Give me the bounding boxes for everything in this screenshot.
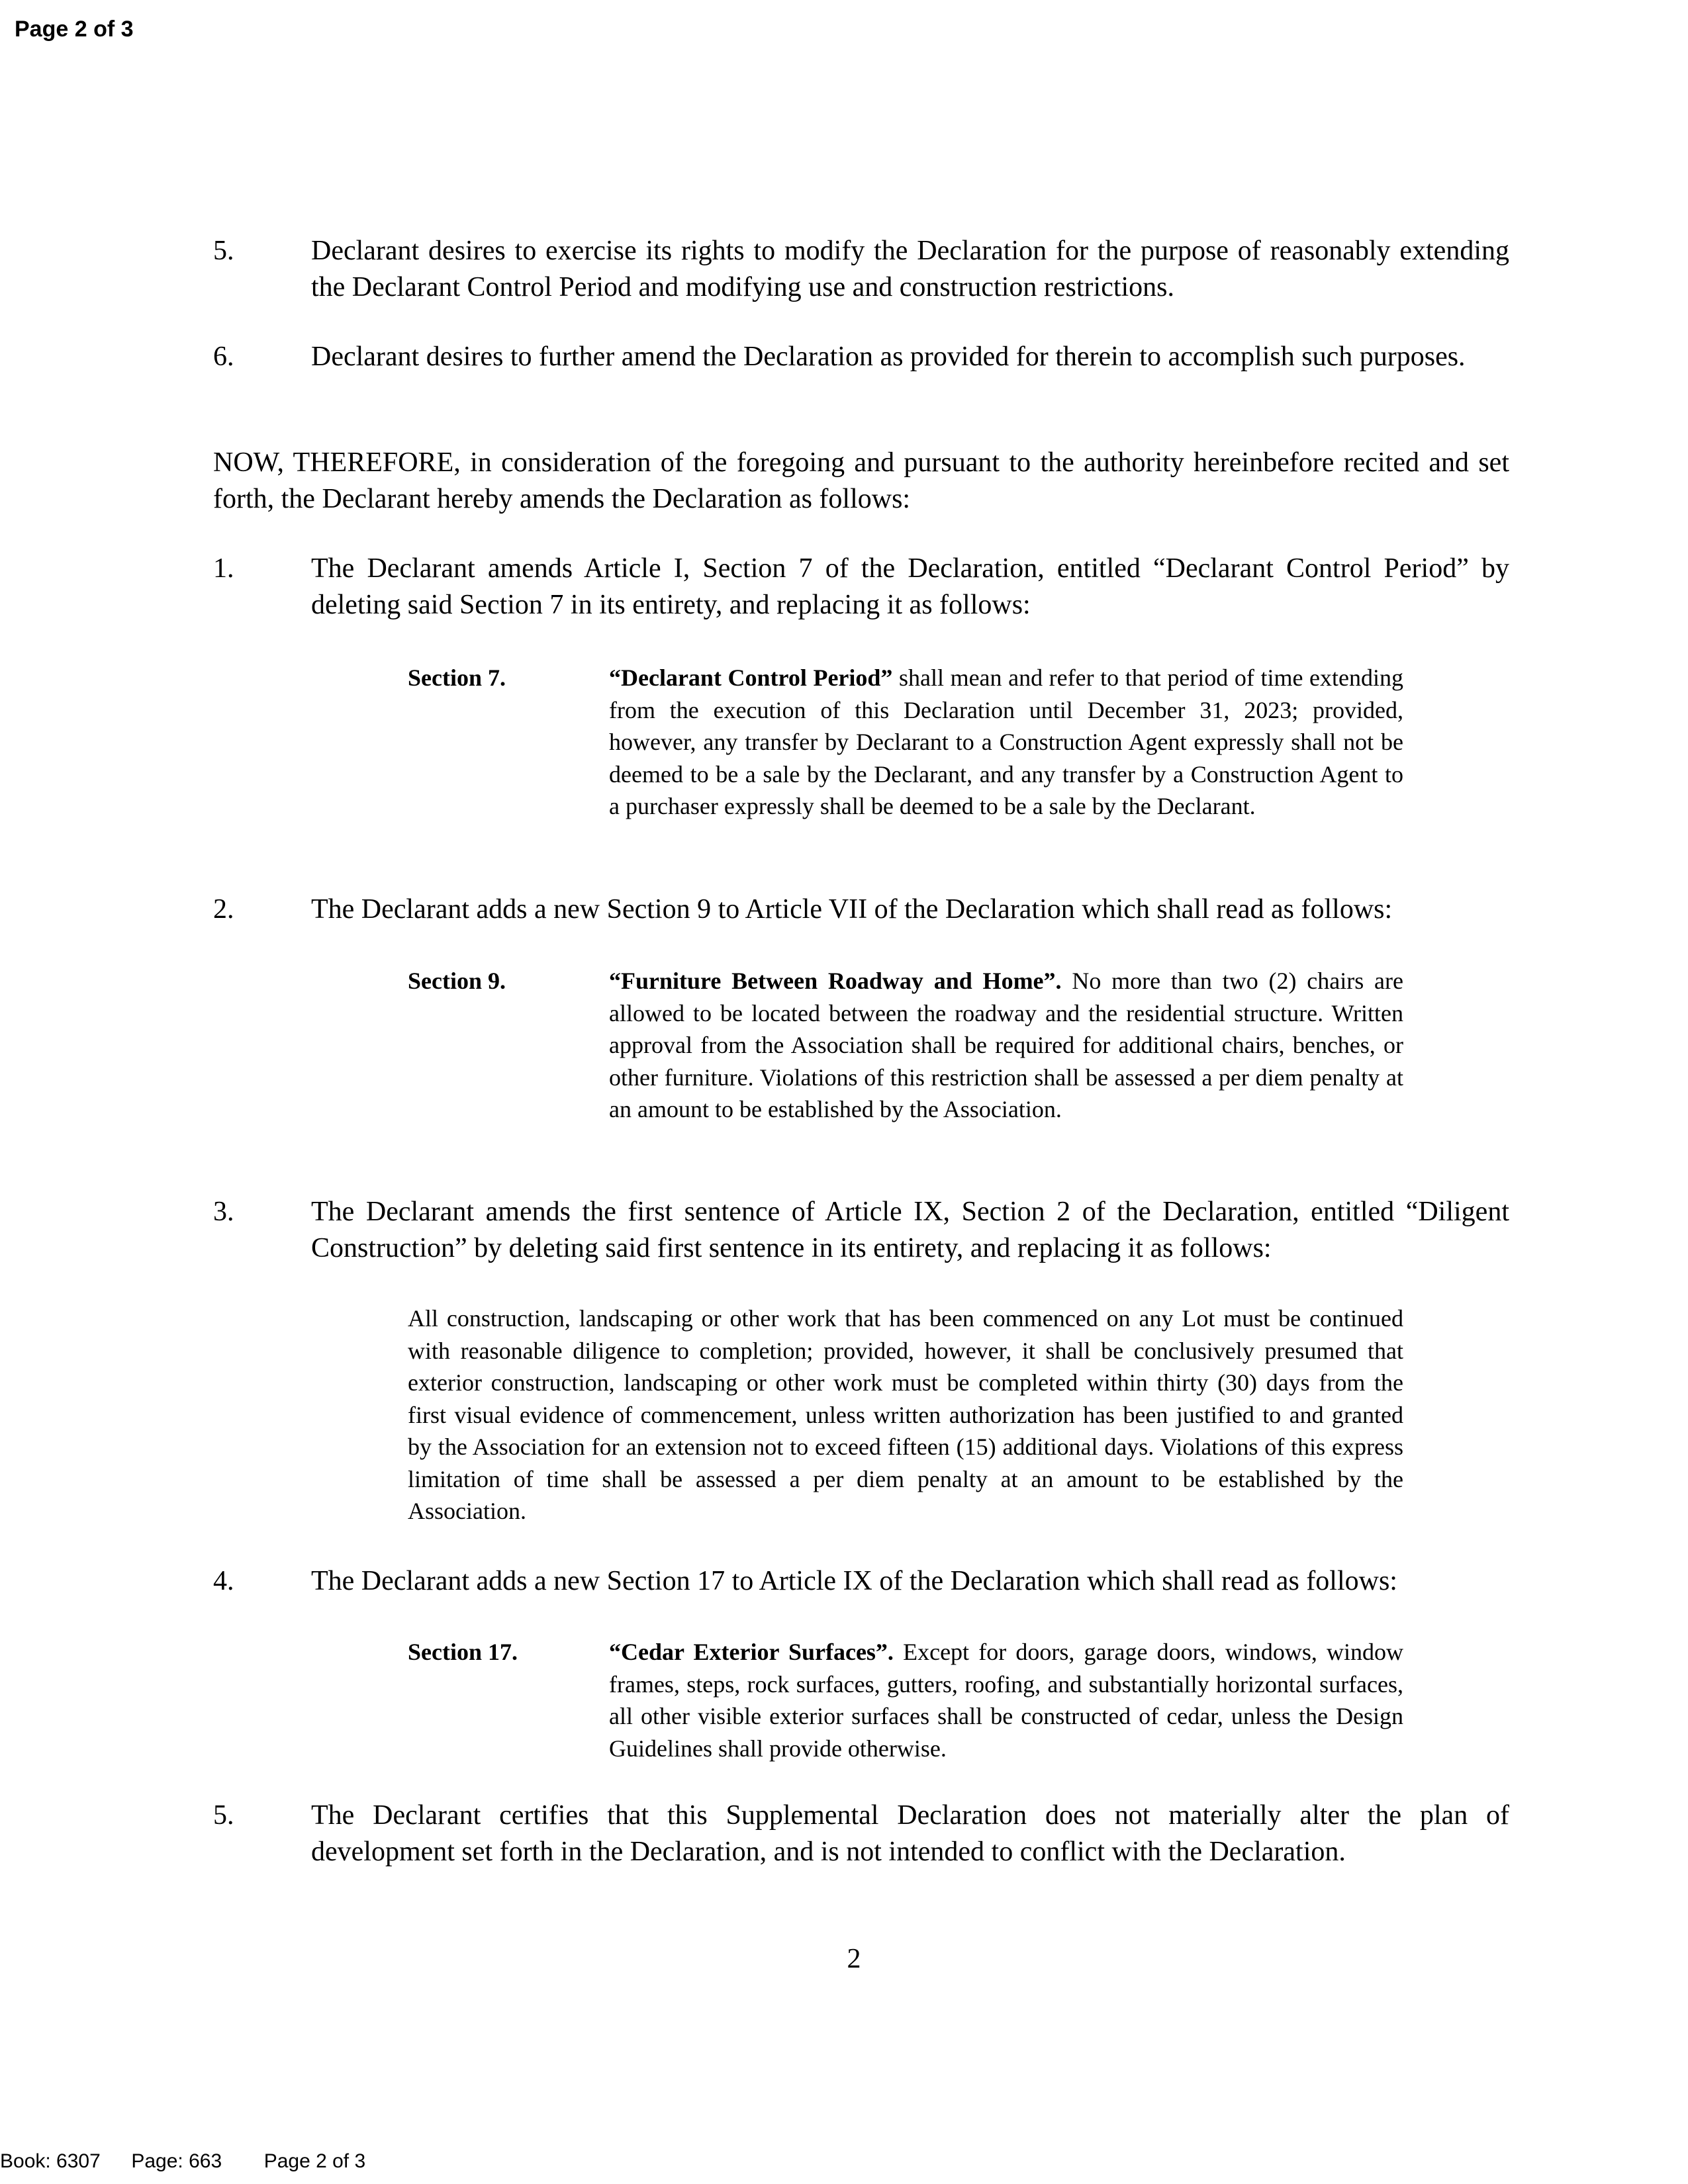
section-label: Section 17. [408,1639,518,1665]
amendment-number: 4. [213,1566,234,1596]
section-title: “Cedar Exterior Surfaces”. [609,1639,894,1665]
amendment-text: The Declarant amends the first sentence of Article IX, Section 2 of the Declaration, entitled “Diligent Construction” by deleting said first sentence in its entirety, and replacing it as follows: [311,1197,1509,1263]
amendment-text: The Declarant amends Article I, Section 7 of the Declaration, entitled “Declarant Control Period” by deleting said Section 7 in its entirety, and replacing it as follows: [311,553,1509,620]
section-text: Except for doors, garage doors, windows, window frames, steps, rock surfaces, gutters, roofing, and substantially horizontal surfaces, all other visible exterior surfaces shall be constructed of cedar, unless the Design Guidelines shall provide otherwise. [609,1639,1403,1762]
section-body [609,662,1403,823]
footer-page: Page: 663 [131,2150,222,2172]
amendment-text: The Declarant adds a new Section 9 to Article VII of the Declaration which shall read as follows: [311,894,1393,925]
amendment-number: 1. [213,553,234,584]
amendment-item-3 [213,1194,1509,1267]
amendment-item-4 [213,1563,1509,1600]
page-stamp: Page 2 of 3 [15,17,134,42]
amendment-number: 2. [213,894,234,925]
amendment-number: 5. [213,1800,234,1831]
page-number: 2 [847,1944,861,1974]
diligent-construction-replacement: All construction, landscaping or other work that has been commenced on any Lot must be continued with reasonable diligence to completion; provided, however, it shall be conclusively presumed that exterior construction, landscaping or other work must be completed within thirty (30) days from the first visual evidence of commencement, unless written authorization has been justified to and granted by the Association for an extension not to exceed fifteen (15) additional days. Violations of this express limitation of time shall be assessed a per diem penalty at an amount to be established by the Association. [408,1305,1403,1524]
amendment-text: The Declarant adds a new Section 17 to Article IX of the Declaration which shall read as follows: [311,1566,1397,1596]
section-text: shall mean and refer to that period of time extending from the execution of this Declaration until December 31, 2023; provided, however, any transfer by Declarant to a Construction Agent expressly shall not be deemed to be a sale by the Declarant, and any transfer by a Construction Agent to a purchaser expressly shall be deemed to be a sale by the Declarant. [609,664,1403,819]
amendment-item-1 [213,551,1509,623]
footer-page-of: Page 2 of 3 [263,2150,366,2172]
section-title: “Declarant Control Period” [609,664,893,691]
section-label: Section 9. [408,968,506,994]
section-body [609,965,1403,1126]
section-title: “Furniture Between Roadway and Home”. [609,968,1062,994]
recital-number: 6. [213,341,234,372]
now-therefore-paragraph: NOW, THEREFORE, in consideration of the foregoing and pursuant to the authority hereinbefore recited and set forth, the Declarant hereby amends the Declaration as follows: [213,447,1509,514]
section-17-block [408,1636,1403,1764]
amendment-item-5 [213,1797,1509,1870]
section-body [609,1636,1403,1764]
footer-book: Book: 6307 [0,2150,101,2172]
section-9-block [408,965,1403,1126]
recital-item-6 [213,339,1509,375]
section-label: Section 7. [408,664,506,691]
section-text: No more than two (2) chairs are allowed to be located between the roadway and the residential structure. Written approval from the Association shall be required for additional chairs, benches, or other furniture. Violations of this restriction shall be assessed a per diem penalty at an amount to be established by the Association. [609,968,1403,1122]
recital-number: 5. [213,236,234,266]
recording-footer [0,2150,365,2173]
amendment-number: 3. [213,1197,234,1227]
recital-text: Declarant desires to further amend the Declaration as provided for therein to accomplish such purposes. [311,341,1466,372]
recital-item-5 [213,233,1509,306]
section-7-block [408,662,1403,823]
amendment-item-2 [213,891,1509,928]
recital-text: Declarant desires to exercise its rights to modify the Declaration for the purpose of reasonably extending the Declarant Control Period and modifying use and construction restrictions. [311,236,1509,302]
amendment-text: The Declarant certifies that this Supplemental Declaration does not materially alter the plan of development set forth in the Declaration, and is not intended to conflict with the Declaration. [311,1800,1509,1867]
